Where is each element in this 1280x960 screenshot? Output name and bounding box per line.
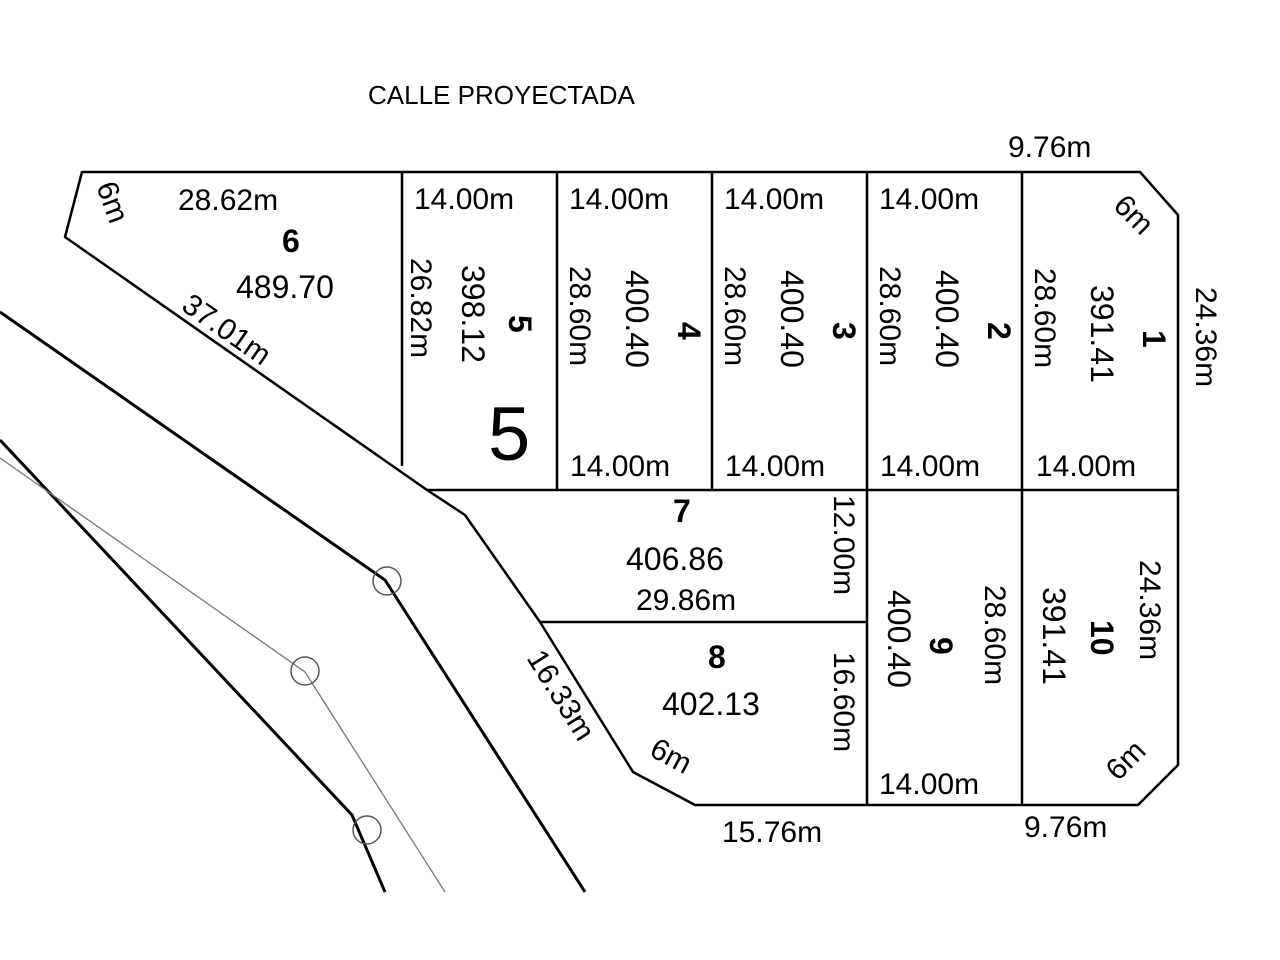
lot-area: 406.86 — [626, 541, 724, 577]
lot-area: 391.41 — [1036, 587, 1072, 685]
lot-side-diag: 16.33m — [520, 644, 602, 747]
lot-depth: 26.82m — [404, 258, 437, 359]
lot-number: 3 — [826, 322, 862, 340]
lot-area: 398.12 — [455, 265, 491, 363]
lot-area: 400.40 — [619, 270, 655, 368]
lot-5 — [404, 183, 538, 477]
lot-side-diag: 37.01m — [175, 287, 277, 373]
lot-number: 5 — [502, 315, 538, 333]
lot-front-bottom: 15.76m — [722, 816, 823, 849]
highlight-lot-number: 5 — [488, 392, 531, 477]
lot-number: 7 — [673, 493, 691, 529]
lot-front-top: 14.00m — [724, 183, 825, 216]
lot-number: 2 — [981, 322, 1017, 340]
lot-area: 489.70 — [236, 269, 334, 305]
lot-front-bottom: 9.76m — [1024, 811, 1108, 844]
lot-depth: 28.60m — [718, 266, 751, 367]
edge-right-side: 24.36m — [1189, 287, 1222, 388]
lot-area: 402.13 — [662, 686, 760, 722]
lot-7 — [626, 493, 860, 617]
lot-number: 4 — [671, 322, 707, 340]
lot-4 — [563, 183, 707, 483]
lot-area: 400.40 — [881, 590, 917, 688]
lot-front-bottom: 14.00m — [879, 768, 980, 801]
lot-9 — [879, 585, 1011, 801]
lot-1 — [1028, 268, 1172, 483]
lot-front-bottom: 14.00m — [1036, 450, 1137, 483]
lot-side: 24.36m — [1133, 560, 1166, 661]
lot-depth: 28.60m — [1028, 268, 1061, 369]
lot-number: 8 — [708, 639, 726, 675]
lot-front-bottom: 14.00m — [880, 450, 981, 483]
lot-depth: 28.60m — [873, 266, 906, 367]
lot-number: 9 — [923, 637, 959, 655]
lot-chamfer: 6m — [89, 177, 135, 228]
lot-lines — [402, 172, 1178, 805]
survey-marker — [291, 657, 319, 685]
lot-chamfer: 6m — [1099, 734, 1153, 787]
lot-area: 400.40 — [774, 270, 810, 368]
lot-10 — [1024, 560, 1166, 844]
lot-depth: 28.60m — [563, 266, 596, 367]
lot-area: 391.41 — [1084, 285, 1120, 383]
street-label: CALLE PROYECTADA — [368, 80, 635, 110]
lot-number: 10 — [1084, 620, 1120, 656]
lot-2 — [873, 183, 1017, 483]
block-boundary — [65, 172, 1178, 805]
lot-front-bottom: 14.00m — [570, 450, 671, 483]
lot-side: 16.60m — [827, 652, 860, 753]
edge-chamfer-top-right: 6m — [1107, 188, 1160, 242]
lot-6 — [89, 177, 333, 372]
lot-front-top: 14.00m — [569, 183, 670, 216]
lot-number: 6 — [282, 223, 300, 259]
lot-3 — [718, 183, 862, 483]
lot-depth: 28.60m — [978, 585, 1011, 686]
lot-length: 29.86m — [636, 584, 737, 617]
lot-front-top: 28.62m — [178, 184, 279, 217]
lot-side: 12.00m — [827, 495, 860, 596]
lot-area: 400.40 — [929, 270, 965, 368]
lot-chamfer: 6m — [644, 732, 698, 781]
road-edge-lower — [0, 440, 385, 892]
lot-front-bottom: 14.00m — [725, 450, 826, 483]
edge-top-right: 9.76m — [1008, 131, 1092, 164]
lot-number: 1 — [1136, 330, 1172, 348]
lot-front-top: 14.00m — [414, 183, 515, 216]
lot-front-top: 14.00m — [879, 183, 980, 216]
